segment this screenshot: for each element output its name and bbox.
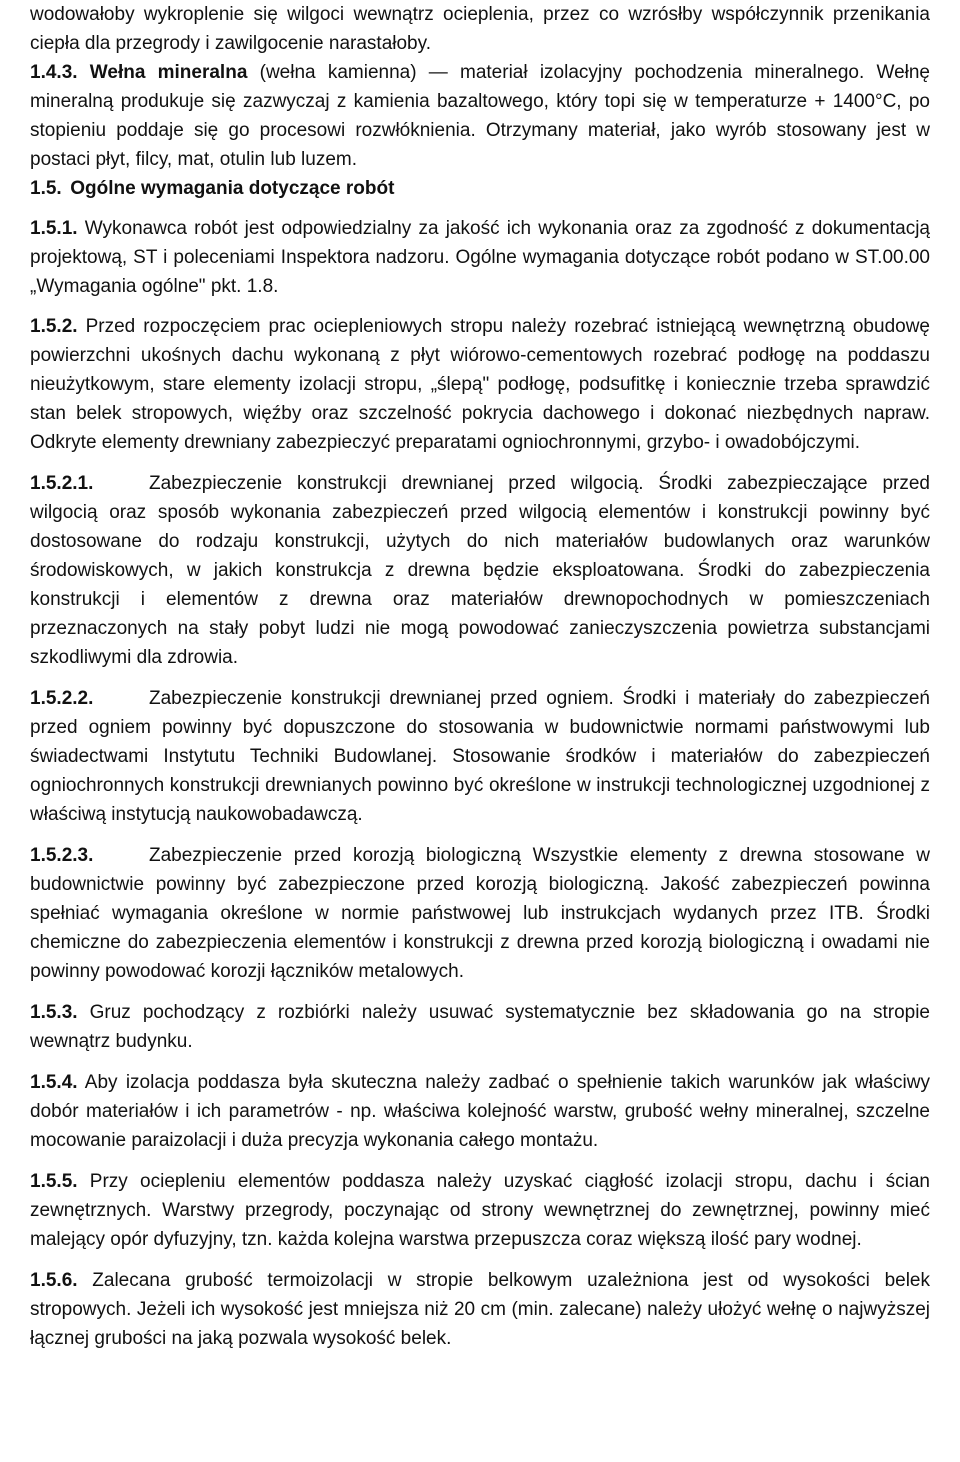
heading-title: Ogólne wymagania dotyczące robót (70, 178, 395, 199)
section-text: Zabezpieczenie przed korozją biologiczną Wszystkie elementy z drewna stosowane w budownictwie powinny być zabezpieczone przed korozją biologiczną. Jakość zabezpieczeń powinna spełniać wymagania określone w normie państwowej lub instrukcjach wydanych przez ITB. Środki chemiczne do zabezpieczenia elementów i konstrukcji z drewna przed korozją biologiczną i owadami nie powinny powodować korozji łączników metalowych. (30, 845, 930, 982)
section-1-5-2-2 (30, 684, 930, 829)
section-number: 1.5.1. (30, 218, 78, 239)
section-number: 1.4.3. (30, 62, 78, 83)
section-number: 1.5.4. (30, 1072, 78, 1093)
section-text: Aby izolacja poddasza była skuteczna należy zadbać o spełnienie takich warunków jak właściwy dobór materiałów i ich parametrów - np. właściwa kolejność warstw, grubość wełny mineralnej, szczelne mocowanie paraizolacji i duża precyzja wykonania całego montażu. (30, 1072, 930, 1151)
section-text: (wełna kamienna) — materiał izolacyjny pochodzenia mineralnego. Wełnę mineralną produkuje się zazwyczaj z kamienia bazaltowego, który topi się w temperaturze + 1400°C, po stopieniu poddaje się go procesowi rozwłóknienia. Otrzymany materiał, jako wyrób stosowany jest w postaci płyt, filcy, mat, otulin lub luzem. (30, 62, 930, 170)
section-number: 1.5.2.1. (30, 473, 94, 494)
section-text: Przed rozpoczęciem prac ociepleniowych stropu należy rozebrać istniejącą wewnętrzną obudowę powierzchni ukośnych dachu wykonaną z płyt wiórowo-cementowych rozebrać podłogę na poddaszu nieużytkowym, stare elementy izolacji stropu, „ślepą" podłogę, podsufitkę i koniecznie trzeba sprawdzić stan belek stropowych, więźby oraz szczelność pokrycia dachowego i dokonać niezbędnych napraw. Odkryte elementy drewniany zabezpieczyć preparatami ogniochronnymi, grzybo- i owadobójczymi. (30, 316, 930, 453)
section-1-4-3 (30, 58, 930, 174)
section-number: 1.5.2.2. (30, 688, 94, 709)
section-text: Wykonawca robót jest odpowiedzialny za jakość ich wykonania oraz za zgodność z dokumentacją projektową, ST i poleceniami Inspektora nadzoru. Ogólne wymagania dotyczące robót podano w ST.00.00 „Wymagania ogólne" pkt. 1.8. (30, 218, 931, 297)
section-text: Przy ociepleniu elementów poddasza należy uzyskać ciągłość izolacji stropu, dachu i ścian zewnętrznych. Warstwy przegrody, poczynając od strony wewnętrznej do zewnętrznej, powinny mieć malejący opór dyfuzyjny, tzn. każda kolejna warstwa przepuszcza coraz większą ilość pary wodnej. (30, 1171, 931, 1250)
section-text: Zalecana grubość termoizolacji w stropie belkowym uzależniona jest od wysokości belek stropowych. Jeżeli ich wysokość jest mniejsza niż 20 cm (min. zalecane) należy ułożyć wełnę o najwyższej łącznej grubości na jaką pozwala wysokość belek. (30, 1270, 930, 1349)
section-title: Wełna mineralna (89, 62, 248, 83)
section-text: Gruz pochodzący z rozbiórki należy usuwać systematycznie bez składowania go na stropie wewnątrz budynku. (30, 1002, 930, 1052)
section-number: 1.5.5. (30, 1171, 78, 1192)
section-1-5-4 (30, 1068, 930, 1155)
section-text: Zabezpieczenie konstrukcji drewnianej przed wilgocią. Środki zabezpieczające przed wilgocią oraz sposób wykonania zabezpieczeń przed wilgocią elementów i konstrukcji powinny być dostosowane do rodzaju konstrukcji, użytych do nich materiałów budowlanych oraz warunków środowiskowych, w jakich konstrukcja z drewna będzie eksploatowana. Środki do zabezpieczenia konstrukcji i elementów z drewna oraz materiałów drewnopochodnych w pomieszczeniach przeznaczonych na stały pobyt ludzi nie mogą powodować zanieczyszczenia powietrza substancjami szkodliwymi dla zdrowia. (30, 473, 930, 668)
section-1-5-2 (30, 312, 930, 457)
section-1-5-2-3 (30, 841, 930, 986)
section-1-5-2-1 (30, 469, 930, 672)
section-number: 1.5.3. (30, 1002, 78, 1023)
section-1-5-1 (30, 214, 930, 301)
section-number: 1.5.2. (30, 316, 78, 337)
section-1-5-6 (30, 1266, 930, 1353)
heading-1-5 (30, 174, 930, 203)
heading-number: 1.5. (30, 178, 62, 199)
section-number: 1.5.6. (30, 1270, 78, 1291)
paragraph-intro (30, 0, 930, 58)
section-1-5-5 (30, 1167, 930, 1254)
paragraph-intro-text: wodowałoby wykroplenie się wilgoci wewnątrz ocieplenia, przez co wzrósłby współczynnik przenikania ciepła dla przegrody i zawilgocenie narastałoby. (30, 4, 930, 54)
section-text: Zabezpieczenie konstrukcji drewnianej przed ogniem. Środki i materiały do zabezpieczeń przed ogniem powinny być dopuszczone do stosowania w budownictwie normami państwowymi lub świadectwami Instytutu Techniki Budowlanej. Stosowanie środków i materiałów do zabezpieczeń ogniochronnych konstrukcji drewnianych powinno być określone w instrukcji technologicznej uzgodnionej z właściwą instytucją naukowobadawczą. (30, 688, 930, 825)
section-1-5-3 (30, 998, 930, 1056)
section-number: 1.5.2.3. (30, 845, 94, 866)
